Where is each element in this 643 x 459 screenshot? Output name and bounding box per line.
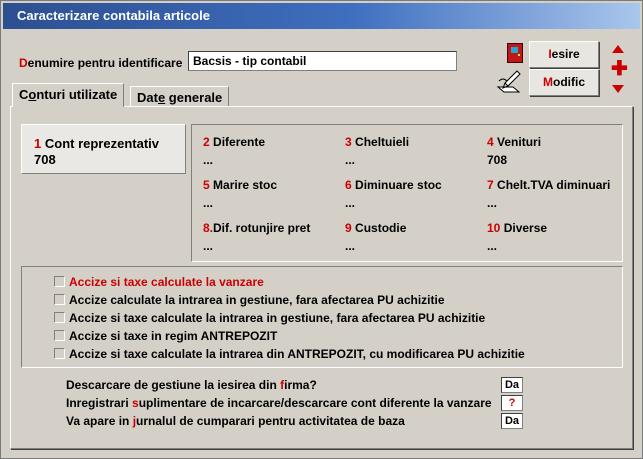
cont-venituri[interactable]: 4 Venituri 708 — [487, 135, 542, 167]
option-intrare-antrepozit[interactable]: Accize si taxe calculate la intrarea din ANTREPOZIT, cu modificarea PU achizitie — [54, 347, 525, 363]
window-title: Caracterizare contabila articole — [17, 8, 210, 23]
cont-custodie[interactable]: 9 Custodie ... — [345, 221, 407, 253]
plus-icon[interactable]: ✚ — [611, 58, 628, 80]
option-accize-vanzare[interactable]: Accize si taxe calculate la vanzare — [54, 275, 264, 291]
checkbox[interactable] — [54, 276, 65, 287]
cont-diminuare-stoc[interactable]: 6 Diminuare stoc ... — [345, 178, 442, 210]
checkbox[interactable] — [54, 330, 65, 341]
option-accize-intrare-gestiune[interactable]: Accize calculate la intrarea in gestiune, fara afectarea PU achizitie — [54, 293, 445, 309]
cont-dif-rotunjire-pret[interactable]: 8.Dif. rotunjire pret ... — [203, 221, 311, 253]
tab-date-generale[interactable]: Date generale — [130, 86, 229, 106]
answer-descarcare-gestiune[interactable]: Da — [501, 377, 523, 393]
option-accize-taxe-intrare-gestiune[interactable]: Accize si taxe calculate la intrarea in gestiune, fara afectarea PU achizitie — [54, 311, 485, 327]
checkbox[interactable] — [54, 348, 65, 359]
arrow-down-icon[interactable] — [612, 85, 624, 93]
cont-diverse[interactable]: 10 Diverse ... — [487, 221, 548, 253]
cont-reprezentativ-value: 708 — [34, 152, 56, 167]
denumire-input[interactable] — [188, 51, 457, 71]
iesire-button[interactable]: Iesire — [529, 41, 599, 68]
question-jurnal-cumparari: Va apare in jurnalul de cumparari pentru activitatea de baza — [66, 414, 405, 428]
cont-reprezentativ-box[interactable] — [21, 124, 186, 174]
checkbox[interactable] — [54, 312, 65, 323]
modific-button[interactable]: Modific — [529, 69, 599, 96]
arrow-up-icon[interactable] — [612, 45, 624, 53]
question-descarcare-gestiune: Descarcare de gestiune la iesirea din firma? — [66, 378, 317, 392]
tab-conturi-utilizate[interactable]: Conturi utilizate — [12, 83, 124, 107]
denumire-label: Denumire pentru identificare — [19, 56, 183, 70]
option-antrepozit[interactable]: Accize si taxe in regim ANTREPOZIT — [54, 329, 277, 345]
question-inregistrari-suplimentare: Inregistrari suplimentare de incarcare/descarcare cont diferente la vanzare — [66, 396, 492, 410]
title-bar — [3, 3, 640, 29]
answer-jurnal-cumparari[interactable]: Da — [501, 413, 523, 429]
edit-pen-icon — [495, 67, 525, 95]
exit-door-icon — [507, 43, 523, 63]
cont-diferente[interactable]: 2 Diferente ... — [203, 135, 266, 167]
cont-chelt-tva-diminuari[interactable]: 7 Chelt.TVA diminuari ... — [487, 178, 611, 210]
answer-inregistrari-suplimentare[interactable]: ? — [501, 395, 523, 411]
checkbox[interactable] — [54, 294, 65, 305]
cont-marire-stoc[interactable]: 5 Marire stoc ... — [203, 178, 278, 210]
cont-reprezentativ-label: 1 Cont reprezentativ — [34, 136, 159, 151]
cont-cheltuieli[interactable]: 3 Cheltuieli ... — [345, 135, 410, 167]
